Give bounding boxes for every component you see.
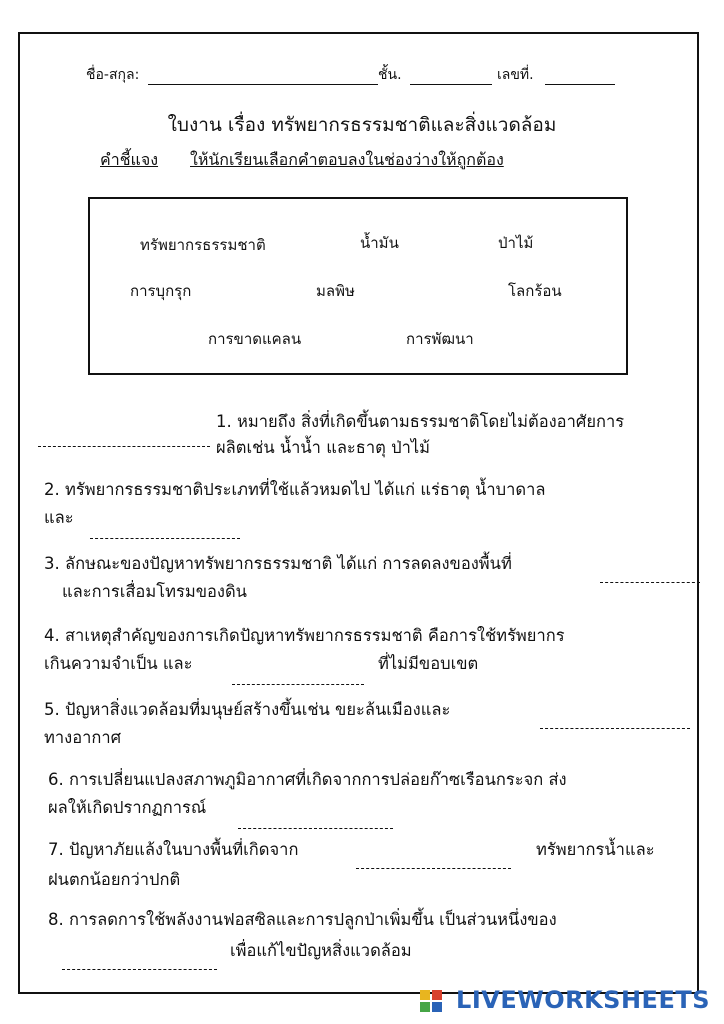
q7-line2: ฝนตกน้อยกว่าปกติ bbox=[48, 870, 181, 889]
q4-line2a: เกินความจำเป็น และ bbox=[44, 654, 193, 673]
q4-line1: 4. สาเหตุสำคัญของการเกิดปัญหาทรัพยากรธรรมชาติ คือการใช้ทรัพยากร bbox=[44, 626, 565, 645]
q8-line2: เพื่อแก้ไขปัญหสิ่งแวดล้อม bbox=[230, 941, 412, 960]
word-bank-item: การบุกรุก bbox=[130, 282, 192, 300]
word-bank-box bbox=[88, 197, 628, 375]
q4-line2b: ที่ไม่มีขอบเขต bbox=[378, 654, 479, 673]
word-bank-item: การพัฒนา bbox=[406, 330, 474, 348]
word-bank-item: การขาดแคลน bbox=[208, 330, 302, 348]
word-bank-item: โลกร้อน bbox=[508, 282, 562, 300]
q2-line1: 2. ทรัพยากรธรรมชาติประเภทที่ใช้แล้วหมดไป ได้แก่ แร่ธาตุ น้ำบาดาล bbox=[44, 480, 546, 499]
q1-blank[interactable] bbox=[38, 432, 210, 451]
number-answer-line[interactable] bbox=[545, 84, 615, 85]
liveworksheets-brand[interactable]: LIVEWORKSHEETS bbox=[456, 986, 710, 1014]
q1-line2: ผลิตเช่น น้ำน้ำ และธาตุ ป่าไม้ bbox=[216, 438, 431, 457]
page-title: ใบงาน เรื่อง ทรัพยากรธรรมชาติและสิ่งแวดล้อม bbox=[167, 114, 557, 136]
class-label: ชั้น. bbox=[378, 67, 402, 83]
q7-line1b: ทรัพยากรน้ำและ bbox=[536, 840, 655, 859]
q7-blank[interactable] bbox=[356, 854, 511, 873]
q2-line2: และ bbox=[44, 508, 74, 527]
class-answer-line[interactable] bbox=[410, 84, 492, 85]
q1-line1: 1. หมายถึง สิ่งที่เกิดขึ้นตามธรรมชาติโดยไม่ต้องอาศัยการ bbox=[216, 412, 625, 431]
q2-blank[interactable] bbox=[90, 524, 240, 543]
q8-blank[interactable] bbox=[62, 955, 217, 974]
word-bank-item: มลพิษ bbox=[316, 282, 355, 300]
number-label: เลขที่. bbox=[497, 67, 534, 83]
word-bank-item: น้ำมัน bbox=[360, 234, 399, 252]
q8-line1: 8. การลดการใช้พลังงานฟอสซิลและการปลูกป่าเพิ่มขึ้น เป็นส่วนหนึ่งของ bbox=[48, 910, 557, 929]
instruction-label: คำชี้แจง bbox=[100, 150, 159, 169]
q7-line1a: 7. ปัญหาภัยแล้งในบางพื้นที่เกิดจาก bbox=[48, 840, 299, 859]
q3-line2: และการเสื่อมโทรมของดิน bbox=[62, 582, 247, 601]
q6-line2: ผลให้เกิดปรากฏการณ์ bbox=[48, 798, 207, 817]
q3-blank[interactable] bbox=[600, 568, 700, 587]
word-bank-item: ป่าไม้ bbox=[498, 234, 534, 252]
q6-line1: 6. การเปลี่ยนแปลงสภาพภูมิอากาศที่เกิดจากการปล่อยก๊าซเรือนกระจก ส่ง bbox=[48, 770, 567, 789]
q6-blank[interactable] bbox=[238, 814, 393, 833]
name-answer-line[interactable] bbox=[148, 84, 378, 85]
q5-blank[interactable] bbox=[540, 714, 690, 733]
liveworksheets-logo-icon bbox=[420, 990, 442, 1012]
name-label: ชื่อ-สกุล: bbox=[86, 67, 140, 83]
q4-blank[interactable] bbox=[232, 670, 364, 689]
word-bank-item: ทรัพยากรธรรมชาติ bbox=[140, 236, 266, 254]
instruction-text: ให้นักเรียนเลือกคำตอบลงในช่องว่างให้ถูกต้อง bbox=[190, 150, 504, 169]
q5-line1: 5. ปัญหาสิ่งแวดล้อมที่มนุษย์สร้างขึ้นเช่น ขยะล้นเมืองและ bbox=[44, 700, 451, 719]
q3-line1: 3. ลักษณะของปัญหาทรัพยากรธรรมชาติ ได้แก่ การลดลงของพื้นที่ bbox=[44, 554, 512, 573]
q5-line2: ทางอากาศ bbox=[44, 728, 122, 747]
